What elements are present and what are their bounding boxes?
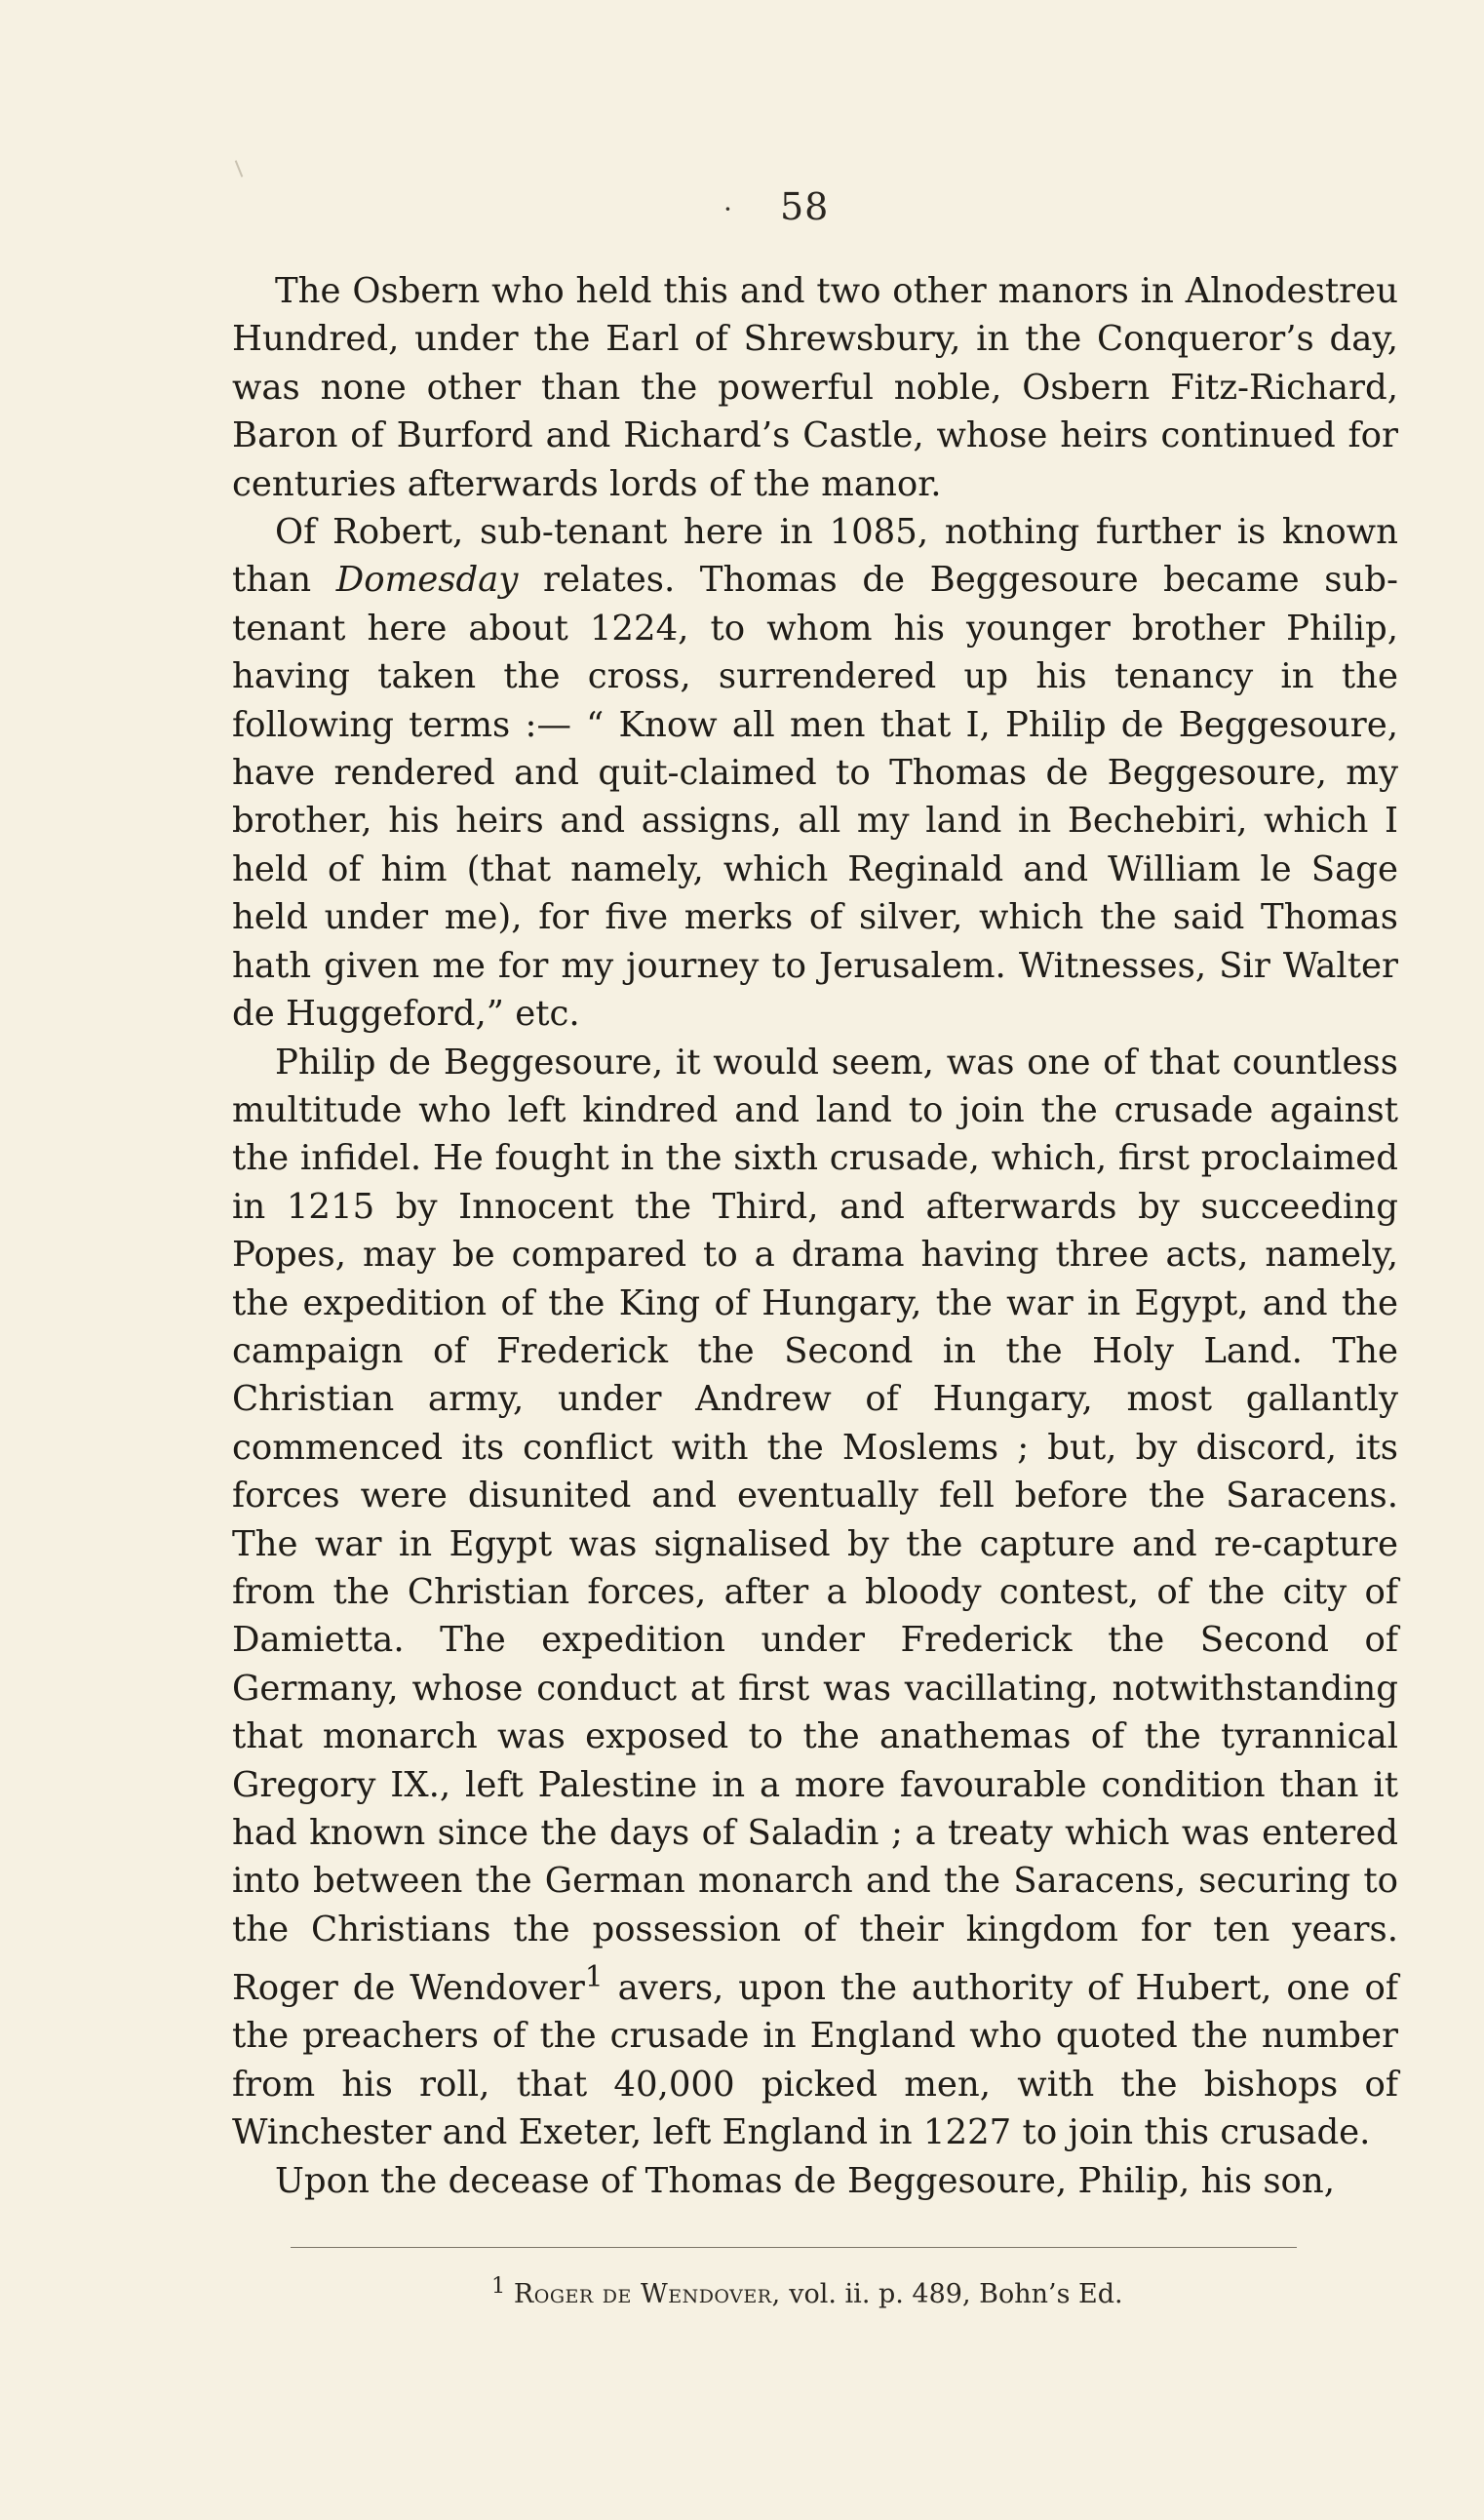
footnote-author: Roger de Wendover, [513,2279,781,2309]
footnote-citation: vol. ii. p. 489, Bohn’s Ed. [780,2279,1123,2309]
footnote-marker: 1 [491,2273,506,2299]
footnote-divider [291,2247,1297,2248]
paragraph-4-text: Upon the decease of Thomas de Beggesoure, Philip, his son, [275,2160,1336,2201]
paragraph-2-text-start: Of Robert, sub-tenant here in 1085, nothing further is known than [232,512,1398,601]
paragraph-2-text-end: relates. Thomas de Beggesoure became sub-tenant here about 1224, to whom his younger brother Philip, having taken the cross, surrendered up his tenancy in the following terms :— “ Know all men that I, Philip de Beggesoure, have rendered and quit-claimed to Thomas de Beggesoure, my brother, his heirs and assigns, all my land in Bechebiri, which I held of him (that namely, which Reginald and William le Sage held under me), for five merks of silver, which the said Thomas hath given me for my journey to Jerusalem. Witnesses, Sir Walter de Huggeford,” etc. [232,560,1398,1035]
paragraph-3-text-end: avers, upon the authority of Hubert, one of the preachers of the crusade in England who quoted the number from his roll, that 40,000 picked men, with the bishops of Winchester and Exeter, left England in 1227 to join this crusade. [232,1968,1398,2153]
body-text [232,267,1398,2205]
page-dot: · [723,193,732,225]
paragraph-2 [232,508,1398,1038]
paragraph-4 [232,2157,1398,2205]
paragraph-1-text: The Osbern who held this and two other manors in Alnodestreu Hundred, under the Earl of Shrewsbury, in the Conqueror’s day, was none other than the powerful noble, Osbern Fitz-Richard, Baron of Burford and Richard’s Castle, whose heirs continued for centuries afterwards lords of the manor. [232,271,1398,504]
paragraph-3-text-start: Philip de Beggesoure, it would seem, was one of that countless multitude who left kindred and land to join the crusade against the infidel. He fought in the sixth crusade, which, first proclaimed in 1215 by Innocent the Third, and afterwards by succeeding Popes, may be compared to a drama having three acts, namely, the expedition of the King of Hungary, the war in Egypt, and the campaign of Frederick the Second in the Holy Land. The Christian army, under Andrew of Hungary, most gallantly commenced its conflict with the Moslems ; but, by discord, its forces were disunited and eventually fell before the Saracens. The war in Egypt was signalised by the capture and re-capture from the Christian forces, after a bloody contest, of the city of Damietta. The expedition under Frederick the Second of Germany, whose conduct at first was vacillating, notwithstanding that monarch was exposed to the anathemas of the tyrannical Gregory IX., left Palestine in a more favourable condition than it had known since the days of Saladin ; a treaty which was entered into between the German monarch and the Saracens, securing to the Christians the possession of their kingdom for ten years. Roger de Wendover [232,1042,1398,2009]
domesday-title: Domesday [335,560,519,601]
paragraph-1 [232,267,1398,508]
footnote-reference: 1 [584,1960,604,1994]
page-number: 58 [780,185,830,228]
margin-mark [235,160,244,177]
paragraph-3 [232,1039,1398,2157]
footnote [491,2266,1271,2314]
